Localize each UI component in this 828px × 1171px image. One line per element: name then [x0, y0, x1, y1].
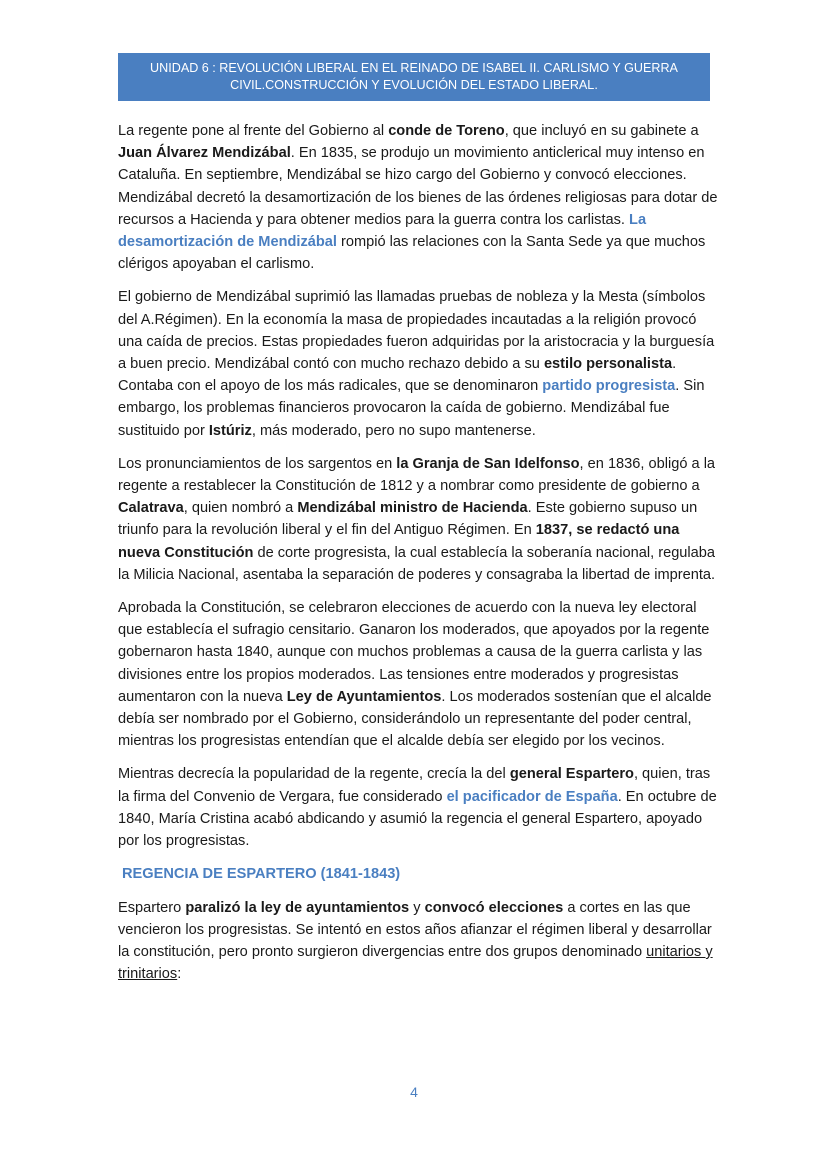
- text: El gobierno de Mendizábal suprimió las llamadas pruebas de nobleza y la Mesta (símbolos del A.Régimen). En la economía la masa de propiedades incautadas a la religión provocó una caída de precios. Estas propiedades fueron adquiridas por la aristocracia y la burguesía a buen precio. Mendizábal contó con mucho rechazo debido a su: [118, 289, 715, 373]
- highlight-text: La desamortización de Mendizábal: [118, 211, 647, 251]
- paragraph-granja: [118, 453, 718, 586]
- paragraph-espartero: [118, 763, 718, 852]
- text: . Sin embargo, los problemas financieros provocaron la caída de gobierno. Mendizábal fue sustituido por: [118, 378, 705, 439]
- text: Los pronunciamientos de los sargentos en: [118, 455, 397, 472]
- text: . Los moderados sostenían que el alcalde debía ser nombrado por el Gobierno, considerándolo un representante del poder central, mientras los progresistas entendían que el alcalde debía ser elegido por los vecinos.: [118, 688, 712, 750]
- text: Espartero: [118, 899, 186, 916]
- text: . En octubre de 1840, María Cristina acabó abdicando y asumió la regencia el general Espartero, apoyado por los progresistas.: [118, 788, 717, 850]
- text: , en 1836, obligó a la regente a restablecer la Constitución de 1812 y a nombrar como presidente de gobierno a: [118, 455, 716, 495]
- highlight-text: el pacificador de España: [446, 788, 618, 805]
- bold-text: la Granja de San Idelfonso: [396, 455, 580, 472]
- bold-text: convocó elecciones: [424, 899, 564, 916]
- unit-header: [118, 53, 710, 101]
- paragraph-constitucion: [118, 597, 718, 752]
- bold-text: Istúriz: [208, 422, 252, 439]
- text: :: [177, 966, 182, 983]
- bold-text: 1837, se redactó una nueva Constitución: [118, 522, 680, 561]
- text: a cortes en las que vencieron los progresistas. Se intentó en estos años afianzar el régimen liberal y desarrollar la constitución, pero pronto surgieron divergencias entre dos grupos denominado: [118, 899, 712, 960]
- text: . Contaba con el apoyo de los más radicales, que se denominaron: [118, 356, 677, 395]
- paragraph-toreno: [118, 120, 718, 275]
- bold-text: Calatrava: [118, 500, 184, 517]
- page-number: 4: [410, 1084, 418, 1100]
- text: , quien, tras la firma del Convenio de Vergara, fue considerado: [118, 766, 711, 805]
- bold-text: paralizó la ley de ayuntamientos: [185, 899, 410, 916]
- bold-text: Ley de Ayuntamientos: [286, 688, 442, 705]
- underlined-text: unitarios y trinitarios: [118, 943, 713, 983]
- paragraph-regencia: [118, 897, 718, 986]
- text: de corte progresista, la cual establecía la soberanía nacional, regulaba la Milicia Nacional, asentaba la separación de poderes y consagraba la libertad de imprenta.: [118, 544, 716, 583]
- bold-text: general Espartero: [509, 766, 634, 783]
- text: . Este gobierno supuso un triunfo para la revolución liberal y el fin del Antiguo Régimen. En: [118, 500, 698, 539]
- bold-text: Juan Álvarez Mendizábal: [118, 145, 291, 162]
- highlight-text: partido progresista: [542, 378, 676, 395]
- text: Mientras decrecía la popularidad de la regente, crecía la del: [118, 766, 510, 783]
- text: . En 1835, se produjo un movimiento anticlerical muy intenso en Cataluña. En septiembre, Mendizábal se hizo cargo del Gobierno y convocó elecciones. Mendizábal decretó la desamortización de los bienes de las órdenes religiosas para dotar de recursos a Hacienda y para obtener medios para la guerra contra los carlistas.: [118, 145, 718, 228]
- text: , que incluyó en su gabinete a: [504, 123, 699, 139]
- document-body: [118, 120, 718, 996]
- text: rompió las relaciones con la Santa Sede ya que muchos clérigos apoyaban el carlismo.: [118, 234, 706, 273]
- text: y: [409, 899, 425, 916]
- section-heading: REGENCIA DE ESPARTERO (1841-1843): [122, 866, 401, 883]
- unit-header-line1: UNIDAD 6 : REVOLUCIÓN LIBERAL EN EL REINADO DE ISABEL II. CARLISMO Y GUERRA: [150, 61, 678, 75]
- bold-text: conde de Toreno: [388, 123, 505, 139]
- text: , quien nombró a: [183, 500, 298, 517]
- bold-text: estilo personalista: [543, 356, 673, 373]
- unit-header-line2: CIVIL.CONSTRUCCIÓN Y EVOLUCIÓN DEL ESTADO LIBERAL.: [230, 78, 598, 92]
- text: La regente pone al frente del Gobierno al: [118, 123, 389, 139]
- bold-text: Mendizábal ministro de Hacienda: [297, 500, 528, 517]
- text: , más moderado, pero no supo mantenerse.: [251, 422, 536, 439]
- text: Aprobada la Constitución, se celebraron elecciones de acuerdo con la nueva ley electoral que establecía el sufragio censitario. Ganaron los moderados, que apoyados por la regente gobernaron hasta 1840, aunque con muchos problemas a causa de la guerra carlista y las divisiones entre los propios moderados. Las tensiones entre moderados y progresistas aumentaron con la nueva: [118, 600, 710, 705]
- paragraph-mendizabal: [118, 286, 718, 441]
